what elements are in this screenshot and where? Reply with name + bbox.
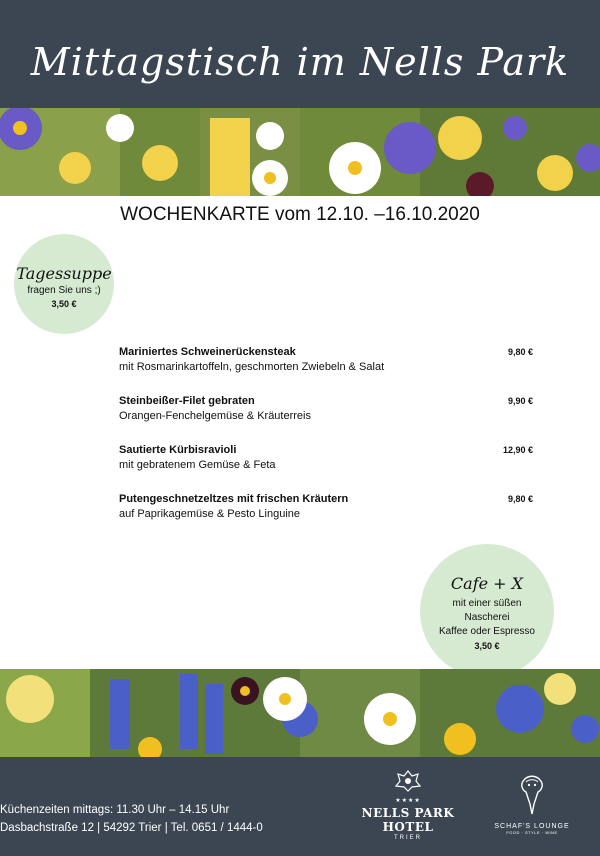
menu-item-description: Orangen-Fenchelgemüse & Kräuterreis — [119, 410, 311, 422]
kitchen-hours: Küchenzeiten mittags: 11.30 Uhr – 14.15 Uhr — [0, 804, 230, 816]
hotel-stars: ★★★★ — [395, 798, 421, 804]
page-title: Mittagstisch im Nells Park — [30, 40, 570, 84]
lounge-tagline: FOOD · STYLE · WINE — [506, 830, 558, 835]
menu-item-description: auf Paprikagemüse & Pesto Linguine — [119, 508, 301, 520]
soup-badge — [14, 234, 114, 334]
cafe-description — [420, 597, 554, 639]
menu-item-description: mit Rosmarinkartoffeln, geschmorten Zwiebeln & Salat — [119, 361, 385, 373]
menu-item-price: 9,90 € — [507, 396, 533, 406]
menu-item — [119, 443, 535, 492]
soup-subtitle: fragen Sie uns ;) — [27, 285, 101, 296]
soup-title: Tagessuppe — [16, 264, 112, 283]
menu-item-name: Mariniertes Schweinerückensteak — [119, 346, 296, 358]
menu-list — [119, 345, 535, 541]
flower-banner-bottom — [0, 669, 600, 757]
menu-item-price: 12,90 € — [502, 445, 533, 455]
menu-item-description: mit gebratenem Gemüse & Feta — [119, 459, 276, 471]
cafe-badge — [420, 544, 554, 678]
hotel-city: TRIER — [394, 835, 422, 841]
menu-item-price: 9,80 € — [507, 347, 533, 357]
menu-item — [119, 492, 535, 541]
menu-item-name: Putengeschnetzeltzes mit frischen Kräutern — [119, 493, 349, 505]
cafe-price: 3,50 € — [474, 641, 500, 651]
menu-item-name: Steinbeißer-Filet gebraten — [119, 395, 255, 407]
soup-price: 3,50 € — [51, 299, 77, 309]
lounge-name: SCHAF'S LOUNGE — [494, 823, 570, 830]
flower-banner-top — [0, 108, 600, 196]
hotel-logo — [356, 770, 460, 841]
week-title: WOCHENKARTE vom 12.10. –16.10.2020 — [120, 204, 480, 225]
hotel-name: NELLS PARK HOTEL — [361, 806, 455, 834]
cafe-line-3: Kaffee oder Espresso — [439, 626, 535, 637]
header-bar — [0, 0, 600, 108]
sheep-logo-icon — [510, 774, 554, 816]
lounge-logo — [482, 774, 582, 835]
menu-item — [119, 345, 535, 394]
address-line: Dasbachstraße 12 | 54292 Trier | Tel. 0651 / 1444-0 — [0, 822, 263, 834]
menu-item — [119, 394, 535, 443]
menu-item-name: Sautierte Kürbisravioli — [119, 444, 237, 456]
cafe-line-1: mit einer süßen — [452, 598, 522, 609]
cafe-title: Cafe + X — [450, 574, 524, 593]
cafe-line-2: Nascherei — [464, 612, 510, 623]
hotel-crest-icon — [394, 770, 422, 792]
menu-item-price: 9,80 € — [507, 494, 533, 504]
